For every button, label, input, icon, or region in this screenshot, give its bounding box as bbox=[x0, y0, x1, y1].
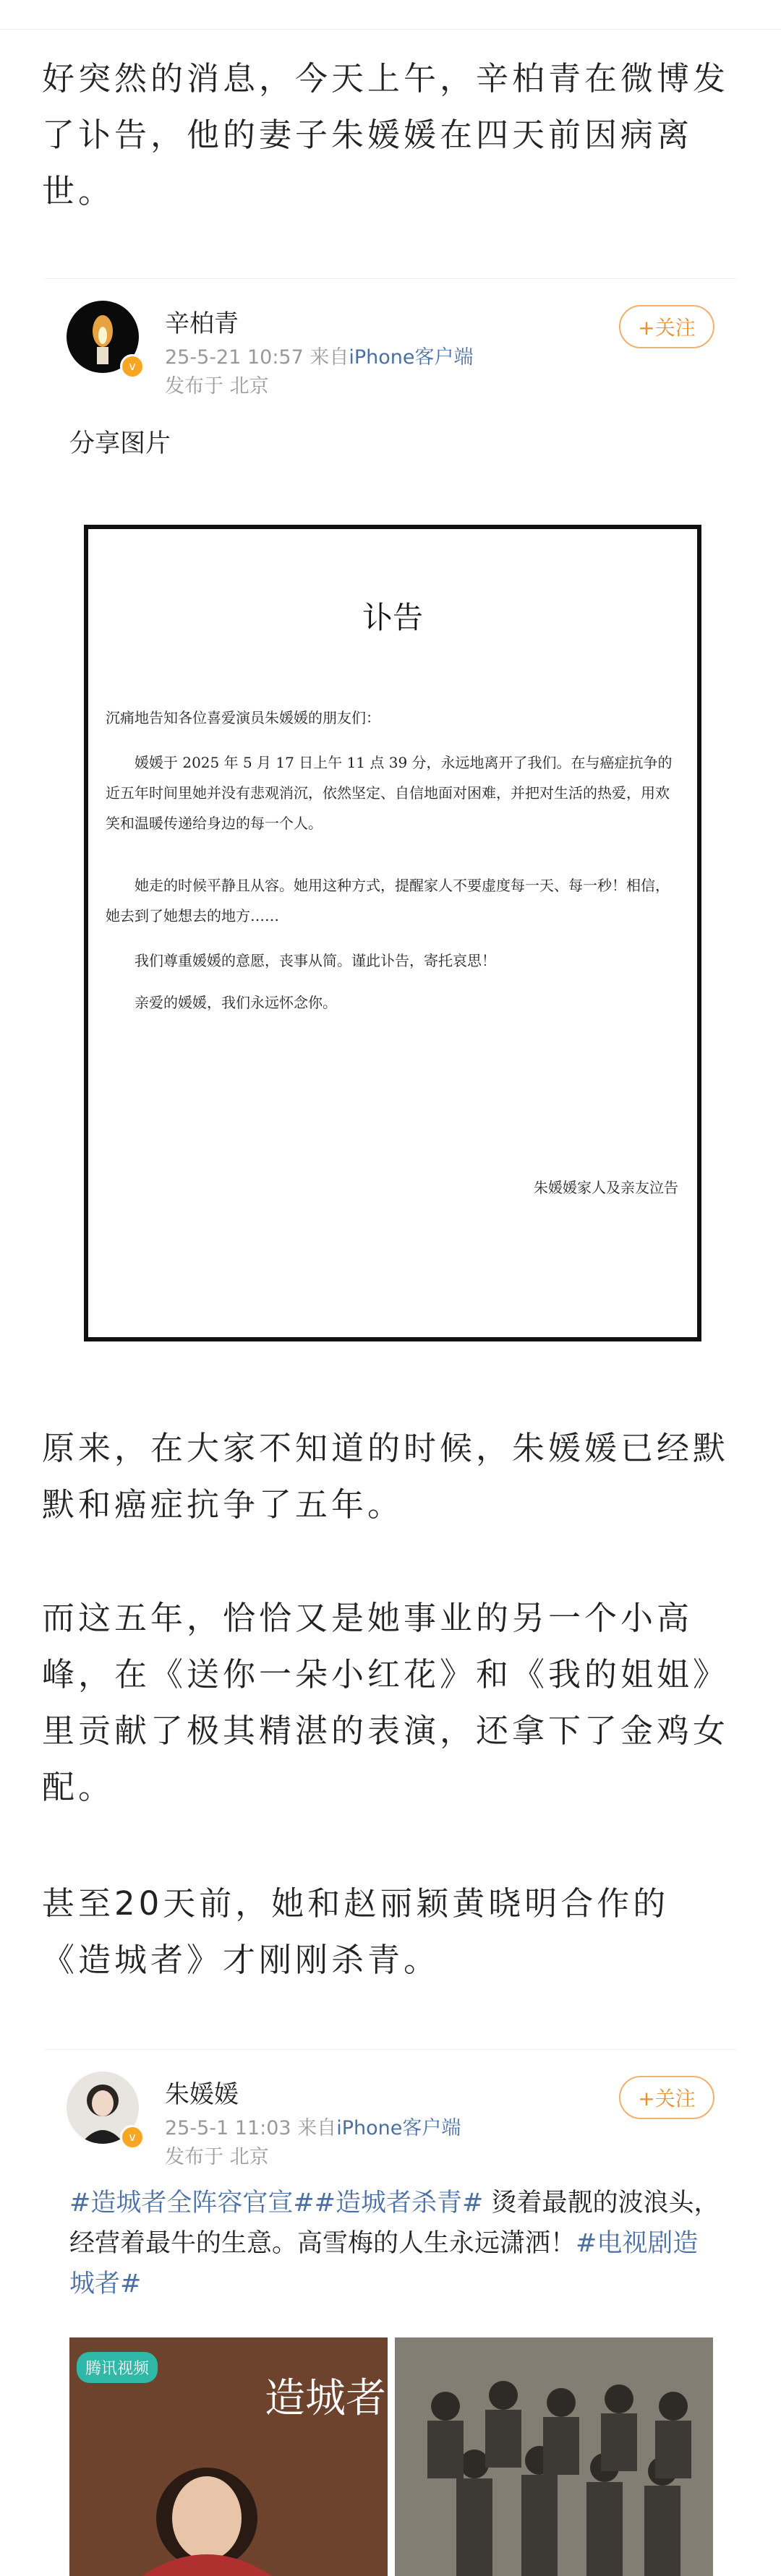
source-prefix: 来自 bbox=[297, 2117, 337, 2139]
post-text: 分享图片 bbox=[69, 429, 171, 458]
verified-badge-icon: v bbox=[120, 354, 145, 379]
intro-paragraph: 好突然的消息，今天上午，辛柏青在微博发了讣告，他的妻子朱媛媛在四天前因病离世。 bbox=[42, 59, 730, 210]
obituary-image[interactable] bbox=[84, 525, 701, 1341]
source-link[interactable]: iPhone客户端 bbox=[336, 2117, 461, 2139]
post-meta bbox=[165, 2112, 461, 2140]
verified-badge-icon: v bbox=[120, 2125, 145, 2150]
obituary-paragraph: 我们尊重媛媛的意愿，丧事从简。谨此讣告，寄托哀思！ bbox=[135, 952, 496, 969]
article-paragraph: 而这五年，恰恰又是她事业的另一个小高峰，在《送你一朵小红花》和《我的姐姐》里贡献了极其精湛的表演，还拿下了金鸡女配。 bbox=[42, 1599, 730, 1806]
timestamp: 25-5-21 10:57 bbox=[165, 346, 304, 369]
image-title: 造城者 bbox=[265, 2375, 386, 2422]
post-location: 发布于 北京 bbox=[165, 375, 269, 398]
obituary-greeting: 沉痛地告知各位喜爱演员朱媛媛的朋友们： bbox=[106, 709, 380, 726]
obituary-paragraph: 媛媛于 2025 年 5 月 17 日上午 11 点 39 分，永远地离开了我们。在与癌症抗争的近五年时间里她并没有悲观消沉，依然坚定、自信地面对困难，并把对生活的热爱，用欢笑和温暖传递给身边的每一个人。 bbox=[106, 754, 673, 832]
obituary-title: 讣告 bbox=[362, 600, 423, 635]
topic-link[interactable]: #造城者全阵容官宣# bbox=[69, 2189, 315, 2217]
obituary-paragraph: 她走的时候平静且从容。她用这种方式，提醒家人不要虚度每一天、每一秒！相信，她去到了她想去的地方…… bbox=[106, 877, 670, 924]
post-text-body: 烫着最靓的波浪头，经营着最牛的生意。高雪梅的人生永远潇洒！ bbox=[69, 2189, 720, 2258]
article-paragraph: 原来，在大家不知道的时候，朱媛媛已经默默和癌症抗争了五年。 bbox=[42, 1429, 730, 1524]
weibo-post-card[interactable] bbox=[45, 278, 736, 1378]
article-paragraph: 甚至20天前，她和赵丽颖黄晓明合作的《造城者》才刚刚杀青。 bbox=[42, 1884, 670, 1979]
weibo-post-card[interactable] bbox=[45, 2049, 736, 2570]
post-image[interactable] bbox=[395, 2337, 713, 2576]
follow-button[interactable]: +关注 bbox=[619, 2076, 714, 2119]
source-link[interactable]: iPhone客户端 bbox=[349, 346, 474, 369]
post-meta bbox=[165, 341, 474, 369]
follow-button[interactable]: +关注 bbox=[619, 305, 714, 348]
username[interactable]: 辛柏青 bbox=[165, 309, 239, 338]
post-location: 发布于 北京 bbox=[165, 2146, 269, 2168]
top-bar bbox=[0, 0, 781, 30]
post-image[interactable] bbox=[69, 2337, 388, 2576]
video-platform-badge: 腾讯视频 bbox=[77, 2352, 158, 2383]
topic-link[interactable]: #造城者杀青# bbox=[314, 2189, 484, 2217]
username[interactable]: 朱媛媛 bbox=[165, 2080, 239, 2109]
source-prefix: 来自 bbox=[310, 346, 349, 369]
obituary-signoff: 朱媛媛家人及亲友泣告 bbox=[534, 1179, 678, 1196]
timestamp: 25-5-1 11:03 bbox=[165, 2117, 291, 2139]
topic-link[interactable]: #电视剧造城者# bbox=[69, 2229, 699, 2298]
obituary-paragraph: 亲爱的媛媛，我们永远怀念你。 bbox=[135, 994, 337, 1011]
post-text bbox=[69, 2183, 720, 2304]
